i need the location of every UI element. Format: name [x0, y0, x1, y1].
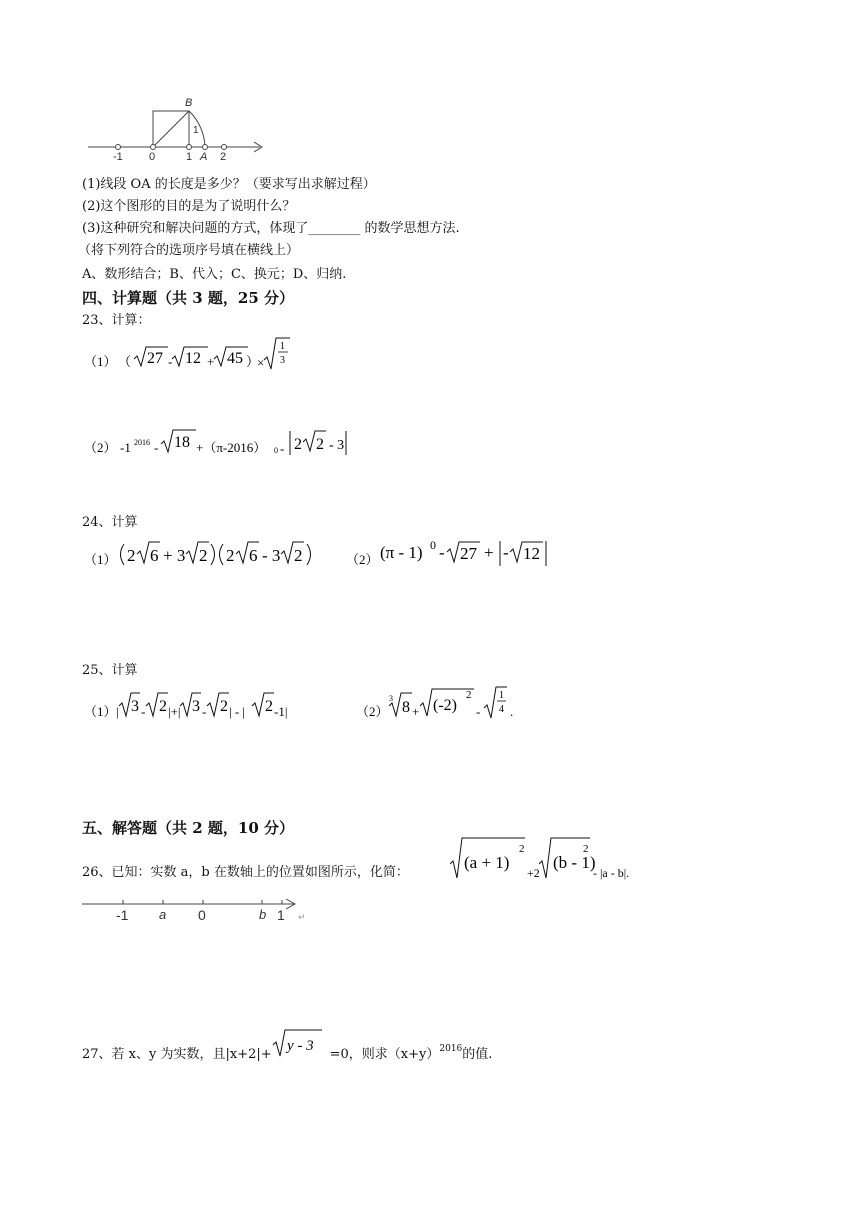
- point-a-label: a: [159, 907, 167, 922]
- svg-text:2: 2: [226, 546, 235, 565]
- tick-label: 0: [198, 907, 206, 923]
- q27-sqrt: [272, 1040, 330, 1058]
- q24-heading: 24、计算: [82, 515, 138, 530]
- q24-part2-expression: [346, 536, 561, 570]
- svg-text:8: 8: [402, 699, 410, 716]
- svg-text:(π - 1): (π - 1): [380, 543, 423, 562]
- svg-text:6: 6: [150, 546, 159, 565]
- svg-text:-: -: [202, 704, 207, 719]
- svg-text:27: 27: [147, 350, 163, 367]
- svg-text:-: -: [141, 704, 146, 719]
- q27-text: 27、若 x、y 为实数，且|x+2|+ y - 3 =0，则求$(x+y)^{2016}$的值.: [82, 1040, 492, 1064]
- svg-text:18: 18: [174, 434, 190, 451]
- q24-part2-label: （2）: [346, 552, 379, 567]
- svg-text:y - 3: y - 3: [286, 1038, 314, 1054]
- svg-text:-: -: [503, 543, 509, 562]
- tick-label: 2: [220, 151, 227, 162]
- svg-text:-: -: [439, 543, 445, 562]
- number-line-figure: [84, 92, 269, 162]
- svg-text:3: 3: [280, 355, 285, 366]
- svg-text:2: 2: [220, 698, 228, 715]
- svg-text:|+|: |+|: [168, 704, 181, 719]
- svg-text:+: +: [484, 543, 494, 562]
- svg-text:| - |: | - |: [229, 704, 246, 719]
- svg-text:(a + 1): (a + 1): [464, 853, 510, 872]
- svg-text:（1）: （1）: [84, 704, 117, 719]
- q22-options: A、数形结合；B、代入；C、换元；D、归纳.: [82, 267, 347, 282]
- q22-part1: (1)线段 OA 的长度是多少？（要求写出求解过程）: [82, 177, 376, 192]
- q26-text: 26、已知：实数 a，b 在数轴上的位置如图所示，化简：: [82, 865, 409, 880]
- section-5-title: 五、解答题（共 2 题，10 分）: [82, 819, 294, 837]
- svg-text:2: 2: [294, 436, 302, 453]
- q25-heading: 25、计算: [82, 663, 138, 678]
- tick-label: 1: [277, 907, 285, 923]
- svg-text:- 3: - 3: [262, 546, 281, 565]
- svg-text:27: 27: [460, 544, 477, 563]
- q23-heading: 23、计算：: [82, 313, 151, 328]
- svg-text:(-2): (-2): [433, 697, 457, 714]
- tick-label: -1: [116, 907, 129, 923]
- svg-text:+: +: [412, 704, 420, 719]
- q26-expression: [450, 834, 650, 884]
- svg-text:）: ）: [246, 354, 260, 369]
- svg-text:+2: +2: [527, 866, 540, 880]
- svg-text:45: 45: [227, 350, 243, 367]
- answer-blank[interactable]: ________: [308, 221, 361, 236]
- svg-text:（1）: （1）: [84, 354, 117, 369]
- svg-text:2: 2: [199, 546, 208, 565]
- svg-text:（2）: （2）: [356, 704, 389, 719]
- q23-part2-expression: [84, 422, 374, 462]
- svg-text:2: 2: [127, 546, 136, 565]
- svg-text:12: 12: [523, 544, 540, 563]
- svg-text:6: 6: [249, 546, 258, 565]
- svg-text:2: 2: [583, 843, 589, 855]
- return-mark: ↵: [298, 912, 306, 922]
- q22-part2: (2)这个图形的目的是为了说明什么？: [82, 199, 296, 214]
- q26-number-line: [82, 892, 322, 928]
- svg-text:3: 3: [131, 698, 139, 715]
- svg-text:（2）: （2）: [84, 440, 117, 455]
- q25-part1-expression: [84, 686, 299, 722]
- svg-text:2: 2: [294, 546, 303, 565]
- svg-text:2: 2: [265, 698, 273, 715]
- svg-text:3: 3: [389, 694, 393, 703]
- svg-text:+: +: [207, 354, 215, 369]
- svg-text:- |a - b|.: - |a - b|.: [593, 866, 630, 880]
- svg-text:12: 12: [185, 350, 201, 367]
- svg-text:- 3: - 3: [329, 438, 345, 453]
- svg-text:1: 1: [280, 341, 285, 352]
- svg-text:|: |: [116, 704, 119, 719]
- svg-text:1: 1: [499, 690, 504, 701]
- svg-text:+ 3: + 3: [163, 546, 186, 565]
- q25-part2-expression: [356, 684, 526, 724]
- q22-part3-tail: 的数学思想方法.: [360, 221, 460, 236]
- svg-text:2: 2: [519, 843, 525, 855]
- svg-text:2: 2: [466, 689, 472, 701]
- svg-text:2: 2: [316, 436, 324, 453]
- svg-text:-1: -1: [120, 440, 131, 455]
- point-b-label: b: [259, 907, 267, 922]
- svg-text:2: 2: [159, 698, 167, 715]
- svg-text:（1）: （1）: [84, 552, 117, 567]
- svg-text:-1|: -1|: [274, 704, 288, 719]
- q22-part3-text: (3)这种研究和解决问题的方式，体现了: [82, 221, 309, 236]
- svg-text:×: ×: [257, 355, 265, 370]
- tick-label: 0: [149, 151, 156, 162]
- q24-part1-expression: [84, 536, 324, 570]
- svg-text:0: 0: [430, 538, 436, 552]
- svg-text:2016: 2016: [134, 438, 150, 447]
- q22-part3: [82, 220, 460, 238]
- svg-text:-: -: [154, 440, 159, 455]
- svg-text:(b - 1): (b - 1): [553, 853, 596, 872]
- point-label-a: A: [200, 151, 208, 162]
- point-label-b: B: [185, 97, 193, 109]
- svg-text:+（π-2016）: +（π-2016）: [196, 440, 267, 455]
- q22-note: （将下列符合的选项序号填在横线上）: [78, 243, 300, 258]
- side-label: 1: [193, 125, 199, 136]
- svg-text:3: 3: [192, 698, 200, 715]
- tick-label: -1: [113, 151, 123, 162]
- svg-text:0: 0: [274, 446, 278, 455]
- svg-text:-: -: [280, 441, 285, 456]
- svg-text:-: -: [476, 704, 481, 719]
- section-4-title: 四、计算题（共 3 题，25 分）: [82, 289, 294, 307]
- svg-text:.: .: [510, 704, 514, 719]
- svg-text:（: （: [118, 354, 132, 369]
- svg-text:4: 4: [499, 704, 504, 715]
- q23-part1-expression: [84, 335, 304, 377]
- tick-label: 1: [186, 151, 193, 162]
- svg-text:-: -: [168, 354, 173, 369]
